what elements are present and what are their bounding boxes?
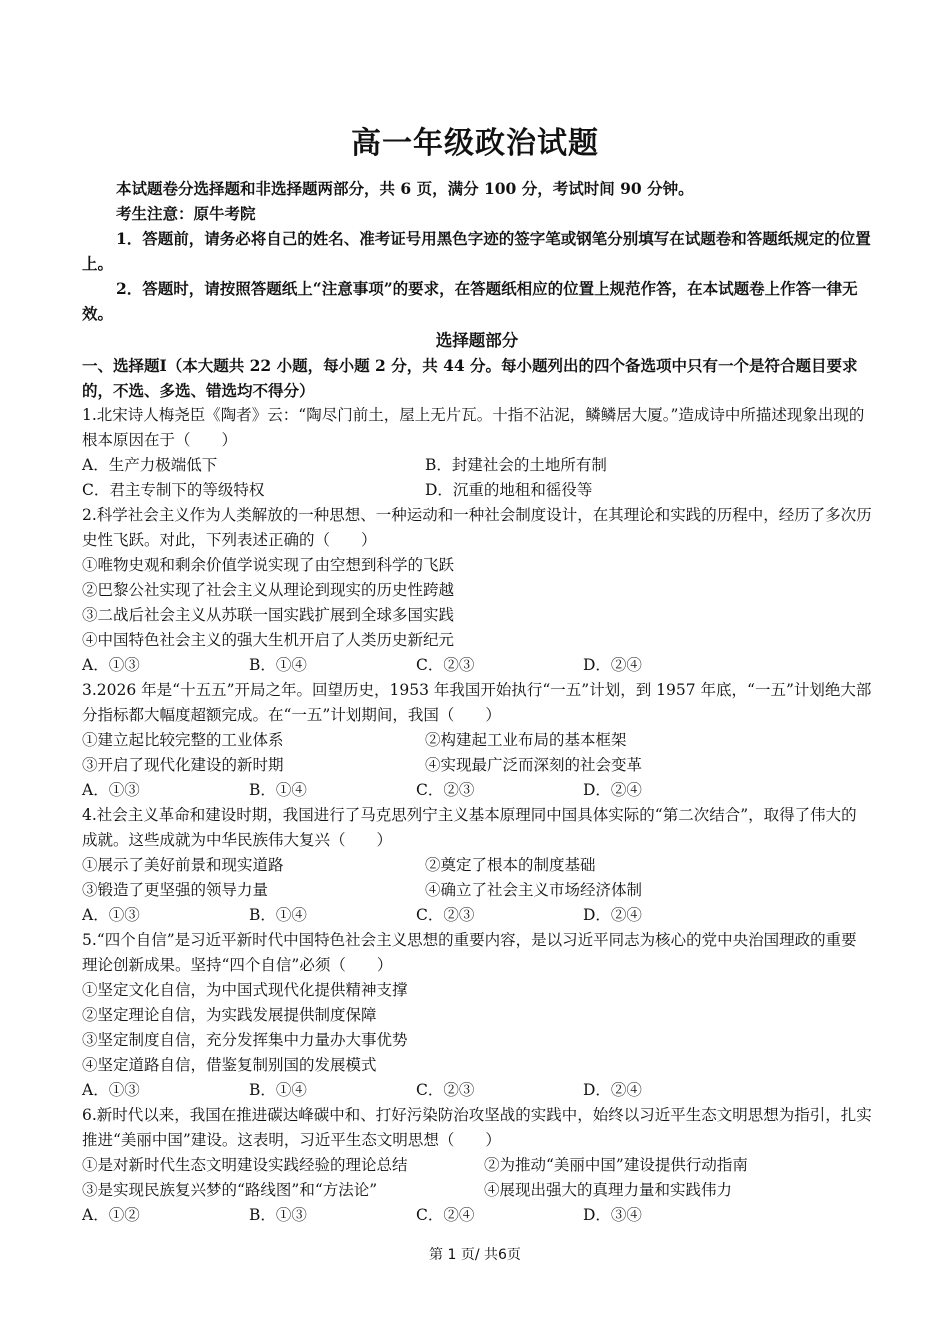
option-a: A．①③ (82, 781, 140, 799)
statement-1: ①坚定文化自信，为中国式现代化提供精神支撑 (82, 981, 408, 999)
page-footer: 第 1 页/ 共6页 (429, 1247, 521, 1263)
question-2 (82, 503, 872, 678)
option-row (82, 778, 872, 803)
notice-item: 2．答题时，请按照答题纸上“注意事项”的要求，在答题纸相应的位置上规范作答，在本试题卷上作答一律无效。 (82, 279, 858, 323)
option-c: C．②④ (416, 1206, 475, 1224)
option-b: B．①④ (249, 656, 307, 674)
question-3 (82, 678, 872, 803)
question-stem: 6.新时代以来，我国在推进碳达峰碳中和、打好污染防治攻坚战的实践中，始终以习近平生态文明思想为指引，扎实推进“美丽中国”建设。这表明，习近平生态文明思想（ ） (82, 1106, 872, 1149)
option-a: A．①③ (82, 656, 140, 674)
statement-4: ④中国特色社会主义的强大生机开启了人类历史新纪元 (82, 631, 455, 649)
option-b: B．①③ (249, 1206, 307, 1224)
option-b: B．①④ (249, 781, 307, 799)
statement-4: ④实现最广泛而深刻的社会变革 (425, 756, 643, 774)
option-row (82, 903, 872, 928)
exam-content (82, 176, 872, 1228)
option-d: D．②④ (583, 656, 642, 674)
statement-row (82, 878, 872, 903)
exam-intro: 本试题卷分选择题和非选择题两部分，共 6 页，满分 100 分，考试时间 90 分钟。 (116, 179, 694, 198)
statement-2: ②巴黎公社实现了社会主义从理论到现实的历史性跨越 (82, 581, 455, 599)
option-c: C．②③ (416, 906, 475, 924)
statement-row (82, 1178, 872, 1203)
statement-row (82, 853, 872, 878)
section-title: 选择题部分 (435, 331, 519, 350)
statement-3: ③二战后社会主义从苏联一国实践扩展到全球多国实践 (82, 606, 455, 624)
option-a: A．①② (82, 1206, 140, 1224)
option-d: D．沉重的地租和徭役等 (425, 481, 593, 499)
statement-3: ③是实现民族复兴梦的“路线图”和“方法论” (82, 1181, 378, 1199)
statement-2: ②奠定了根本的制度基础 (425, 856, 596, 874)
statement-row (82, 1153, 872, 1178)
question-stem: 4.社会主义革命和建设时期，我国进行了马克思列宁主义基本原理同中国具体实际的“第二次结合”，取得了伟大的成就。这些成就为中华民族伟大复兴（ ） (82, 806, 857, 849)
option-a: A．①③ (82, 1081, 140, 1099)
statement-4: ④坚定道路自信，借鉴复制别国的发展模式 (82, 1056, 377, 1074)
statement-3: ③开启了现代化建设的新时期 (82, 756, 284, 774)
option-c: C．②③ (416, 656, 475, 674)
option-row (82, 653, 872, 678)
statement-2: ②为推动“美丽中国”建设提供行动指南 (484, 1156, 748, 1174)
option-row (82, 453, 872, 478)
question-1 (82, 403, 872, 503)
statement-3: ③坚定制度自信，充分发挥集中力量办大事优势 (82, 1031, 408, 1049)
option-row (82, 1078, 872, 1103)
statement-1: ①建立起比较完整的工业体系 (82, 731, 284, 749)
option-d: D．③④ (583, 1206, 642, 1224)
option-a: A．生产力极端低下 (82, 456, 218, 474)
statement-row (82, 728, 872, 753)
question-stem: 5.“四个自信”是习近平新时代中国特色社会主义思想的重要内容，是以习近平同志为核心的党中央治国理政的重要理论创新成果。坚持“四个自信”必须（ ） (82, 931, 857, 974)
option-c: C．②③ (416, 781, 475, 799)
question-5 (82, 928, 872, 1103)
statement-1: ①是对新时代生态文明建设实践经验的理论总结 (82, 1156, 408, 1174)
question-stem: 1.北宋诗人梅尧臣《陶者》云：“陶尽门前土，屋上无片瓦。十指不沾泥，鳞鳞居大厦。”造成诗中所描述现象出现的根本原因在于（ ） (82, 406, 865, 449)
question-stem: 2.科学社会主义作为人类解放的一种思想、一种运动和一种社会制度设计，在其理论和实践的历程中，经历了多次历史性飞跃。对此，下列表述正确的（ ） (82, 506, 872, 549)
option-d: D．②④ (583, 906, 642, 924)
notice-item: 1．答题前，请务必将自己的姓名、准考证号用黑色字迹的签字笔或钢笔分别填写在试题卷和答题纸规定的位置上。 (82, 229, 871, 273)
statement-4: ④展现出强大的真理力量和实践伟力 (484, 1181, 733, 1199)
statement-2: ②构建起工业布局的基本框架 (425, 731, 627, 749)
option-c: C．②③ (416, 1081, 475, 1099)
option-a: A．①③ (82, 906, 140, 924)
statement-1: ①唯物史观和剩余价值学说实现了由空想到科学的飞跃 (82, 556, 455, 574)
statement-1: ①展示了美好前景和现实道路 (82, 856, 284, 874)
statement-2: ②坚定理论自信，为实践发展提供制度保障 (82, 1006, 377, 1024)
statement-4: ④确立了社会主义市场经济体制 (425, 881, 643, 899)
option-b: B．①④ (249, 1081, 307, 1099)
statement-row (82, 753, 872, 778)
option-row (82, 478, 872, 503)
notice-heading: 考生注意：原牛考院 (116, 204, 256, 223)
option-d: D．②④ (583, 1081, 642, 1099)
statement-3: ③锻造了更坚强的领导力量 (82, 881, 269, 899)
question-stem: 3.2026 年是“十五五”开局之年。回望历史，1953 年我国开始执行“一五”计划，到 1957 年底，“一五”计划绝大部分指标都大幅度超额完成。在“一五”计划期间，我国（ ） (82, 681, 872, 724)
part-title: 一、选择题Ⅰ（本大题共 22 小题，每小题 2 分，共 44 分。每小题列出的四个备选项中只有一个是符合题目要求的，不选、多选、错选均不得分） (82, 356, 858, 400)
option-b: B．封建社会的土地所有制 (425, 456, 607, 474)
exam-title: 高一年级政治试题 (351, 126, 599, 161)
option-b: B．①④ (249, 906, 307, 924)
option-d: D．②④ (583, 781, 642, 799)
option-c: C．君主专制下的等级特权 (82, 481, 265, 499)
question-6 (82, 1103, 872, 1228)
question-4 (82, 803, 872, 928)
option-row (82, 1203, 872, 1228)
